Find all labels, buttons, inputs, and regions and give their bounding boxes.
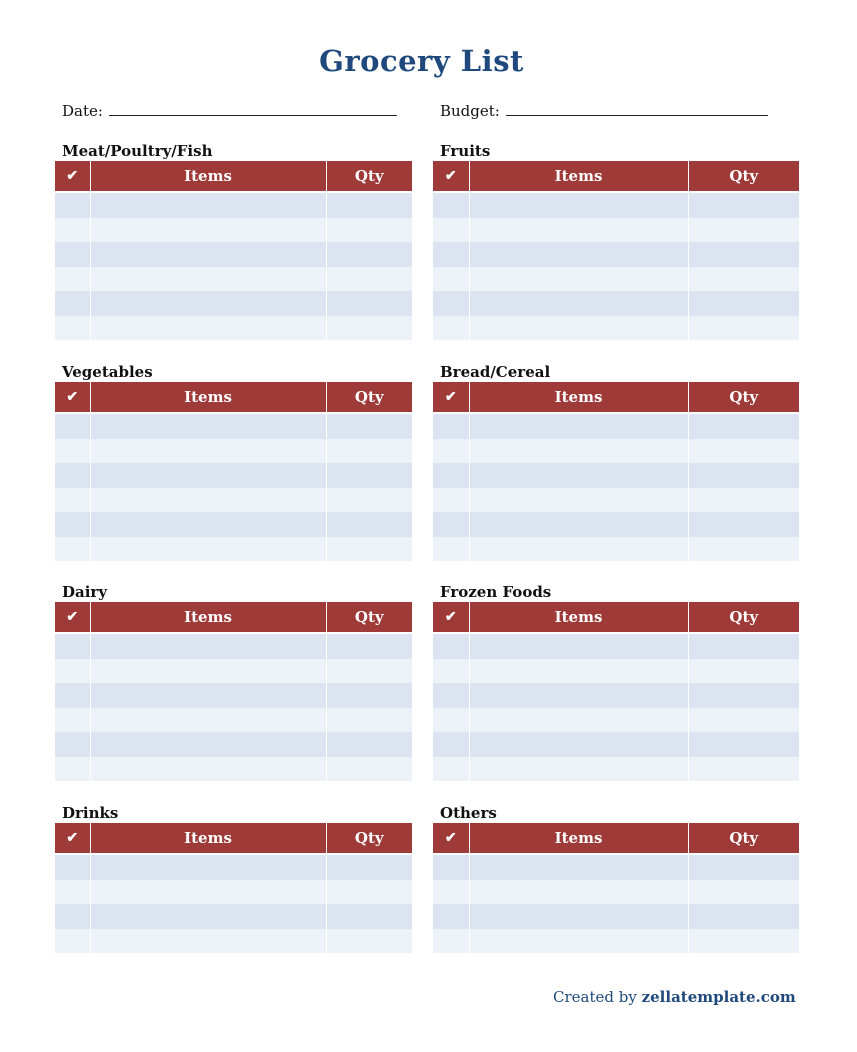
check-column-header: ✔ bbox=[433, 823, 469, 854]
qty-column-header: Qty bbox=[688, 823, 799, 854]
item-cell[interactable] bbox=[90, 659, 326, 684]
qty-cell[interactable] bbox=[326, 291, 412, 316]
qty-cell[interactable] bbox=[688, 929, 799, 954]
table-row bbox=[55, 659, 412, 684]
table-row bbox=[55, 218, 412, 243]
check-cell[interactable] bbox=[433, 633, 469, 659]
qty-column-header: Qty bbox=[326, 382, 412, 413]
qty-cell[interactable] bbox=[688, 732, 799, 757]
item-cell[interactable] bbox=[469, 929, 688, 954]
table-row bbox=[55, 463, 412, 488]
check-cell[interactable] bbox=[433, 854, 469, 880]
table-row bbox=[55, 732, 412, 757]
table-row bbox=[55, 929, 412, 954]
item-cell[interactable] bbox=[469, 757, 688, 782]
item-cell[interactable] bbox=[469, 732, 688, 757]
check-cell[interactable] bbox=[433, 512, 469, 537]
table-row bbox=[433, 659, 799, 684]
page-title: Grocery List bbox=[319, 44, 524, 78]
check-cell[interactable] bbox=[55, 732, 90, 757]
qty-column-header: Qty bbox=[326, 602, 412, 633]
item-cell[interactable] bbox=[90, 463, 326, 488]
item-cell[interactable] bbox=[90, 488, 326, 513]
item-cell[interactable] bbox=[90, 757, 326, 782]
item-cell[interactable] bbox=[469, 463, 688, 488]
qty-cell[interactable] bbox=[688, 218, 799, 243]
item-cell[interactable] bbox=[90, 929, 326, 954]
section-heading: Vegetables bbox=[62, 363, 153, 381]
item-cell[interactable] bbox=[469, 633, 688, 659]
qty-cell[interactable] bbox=[326, 218, 412, 243]
check-cell[interactable] bbox=[433, 267, 469, 292]
table-row bbox=[433, 633, 799, 659]
section-heading: Frozen Foods bbox=[440, 583, 552, 601]
table-row bbox=[433, 854, 799, 880]
qty-cell[interactable] bbox=[326, 242, 412, 267]
item-cell[interactable] bbox=[469, 267, 688, 292]
check-cell[interactable] bbox=[433, 413, 469, 439]
section-bread-cereal bbox=[433, 362, 799, 561]
qty-cell[interactable] bbox=[326, 439, 412, 464]
qty-cell[interactable] bbox=[688, 659, 799, 684]
item-cell[interactable] bbox=[469, 242, 688, 267]
table-row bbox=[433, 439, 799, 464]
footer-prefix: Created by bbox=[553, 988, 637, 1006]
qty-cell[interactable] bbox=[688, 316, 799, 341]
table-row bbox=[433, 218, 799, 243]
footer-credit bbox=[553, 988, 796, 1006]
qty-cell[interactable] bbox=[688, 708, 799, 733]
item-cell[interactable] bbox=[469, 488, 688, 513]
qty-cell[interactable] bbox=[326, 683, 412, 708]
check-cell[interactable] bbox=[433, 291, 469, 316]
table-row bbox=[55, 757, 412, 782]
qty-column-header: Qty bbox=[326, 161, 412, 192]
check-cell[interactable] bbox=[55, 683, 90, 708]
table-row bbox=[55, 904, 412, 929]
section-heading: Bread/Cereal bbox=[440, 363, 551, 381]
item-cell[interactable] bbox=[90, 291, 326, 316]
item-cell[interactable] bbox=[469, 413, 688, 439]
item-cell[interactable] bbox=[469, 708, 688, 733]
check-cell[interactable] bbox=[433, 316, 469, 341]
section-table bbox=[55, 382, 412, 561]
table-row bbox=[55, 537, 412, 562]
check-cell[interactable] bbox=[433, 218, 469, 243]
section-heading: Others bbox=[440, 804, 497, 822]
check-column-header: ✔ bbox=[55, 161, 90, 192]
items-column-header: Items bbox=[90, 823, 326, 854]
check-cell[interactable] bbox=[55, 854, 90, 880]
qty-column-header: Qty bbox=[326, 823, 412, 854]
qty-cell[interactable] bbox=[688, 537, 799, 562]
qty-cell[interactable] bbox=[326, 757, 412, 782]
qty-cell[interactable] bbox=[326, 708, 412, 733]
table-row bbox=[433, 463, 799, 488]
table-row bbox=[55, 633, 412, 659]
qty-cell[interactable] bbox=[326, 904, 412, 929]
item-cell[interactable] bbox=[90, 880, 326, 905]
table-row bbox=[433, 537, 799, 562]
qty-cell[interactable] bbox=[688, 242, 799, 267]
qty-column-header: Qty bbox=[688, 602, 799, 633]
section-table bbox=[433, 823, 799, 953]
date-line[interactable] bbox=[109, 103, 397, 116]
section-meat-poultry-fish bbox=[55, 141, 412, 340]
items-column-header: Items bbox=[469, 602, 688, 633]
qty-cell[interactable] bbox=[326, 537, 412, 562]
section-table bbox=[433, 602, 799, 781]
table-row bbox=[433, 267, 799, 292]
qty-cell[interactable] bbox=[326, 463, 412, 488]
table-row bbox=[55, 192, 412, 218]
budget-field bbox=[440, 102, 768, 120]
table-row bbox=[433, 242, 799, 267]
section-table bbox=[55, 602, 412, 781]
qty-cell[interactable] bbox=[688, 512, 799, 537]
table-row bbox=[433, 192, 799, 218]
table-row bbox=[433, 488, 799, 513]
budget-label: Budget: bbox=[440, 102, 500, 120]
item-cell[interactable] bbox=[90, 537, 326, 562]
table-row bbox=[433, 757, 799, 782]
item-cell[interactable] bbox=[90, 439, 326, 464]
check-cell[interactable] bbox=[55, 904, 90, 929]
item-cell[interactable] bbox=[90, 192, 326, 218]
table-row bbox=[433, 880, 799, 905]
table-row bbox=[433, 291, 799, 316]
check-column-header: ✔ bbox=[433, 602, 469, 633]
check-column-header: ✔ bbox=[55, 823, 90, 854]
item-cell[interactable] bbox=[469, 218, 688, 243]
table-row bbox=[55, 291, 412, 316]
table-row bbox=[433, 708, 799, 733]
check-cell[interactable] bbox=[433, 488, 469, 513]
table-row bbox=[55, 242, 412, 267]
qty-cell[interactable] bbox=[326, 880, 412, 905]
item-cell[interactable] bbox=[90, 633, 326, 659]
check-cell[interactable] bbox=[55, 708, 90, 733]
item-cell[interactable] bbox=[469, 904, 688, 929]
section-drinks bbox=[55, 803, 412, 953]
check-cell[interactable] bbox=[55, 267, 90, 292]
check-cell[interactable] bbox=[433, 242, 469, 267]
qty-cell[interactable] bbox=[326, 633, 412, 659]
check-cell[interactable] bbox=[55, 463, 90, 488]
qty-cell[interactable] bbox=[688, 488, 799, 513]
items-column-header: Items bbox=[90, 602, 326, 633]
item-cell[interactable] bbox=[90, 413, 326, 439]
qty-cell[interactable] bbox=[688, 413, 799, 439]
table-row bbox=[55, 854, 412, 880]
table-row bbox=[433, 683, 799, 708]
item-cell[interactable] bbox=[469, 537, 688, 562]
qty-cell[interactable] bbox=[326, 929, 412, 954]
budget-line[interactable] bbox=[506, 103, 768, 116]
item-cell[interactable] bbox=[90, 708, 326, 733]
qty-column-header: Qty bbox=[688, 161, 799, 192]
qty-cell[interactable] bbox=[688, 267, 799, 292]
date-label: Date: bbox=[62, 102, 103, 120]
qty-cell[interactable] bbox=[326, 413, 412, 439]
qty-cell[interactable] bbox=[688, 192, 799, 218]
table-row bbox=[433, 904, 799, 929]
item-cell[interactable] bbox=[469, 316, 688, 341]
qty-cell[interactable] bbox=[688, 291, 799, 316]
qty-cell[interactable] bbox=[326, 316, 412, 341]
section-heading: Drinks bbox=[62, 804, 119, 822]
section-vegetables bbox=[55, 362, 412, 561]
check-cell[interactable] bbox=[55, 242, 90, 267]
item-cell[interactable] bbox=[469, 854, 688, 880]
item-cell[interactable] bbox=[90, 512, 326, 537]
item-cell[interactable] bbox=[469, 880, 688, 905]
items-column-header: Items bbox=[90, 161, 326, 192]
check-cell[interactable] bbox=[55, 488, 90, 513]
qty-cell[interactable] bbox=[688, 757, 799, 782]
check-column-header: ✔ bbox=[433, 382, 469, 413]
check-cell[interactable] bbox=[433, 757, 469, 782]
check-column-header: ✔ bbox=[55, 602, 90, 633]
item-cell[interactable] bbox=[90, 683, 326, 708]
section-heading: Meat/Poultry/Fish bbox=[62, 142, 213, 160]
section-table bbox=[433, 382, 799, 561]
check-cell[interactable] bbox=[55, 659, 90, 684]
check-cell[interactable] bbox=[433, 708, 469, 733]
table-row bbox=[55, 439, 412, 464]
check-cell[interactable] bbox=[433, 659, 469, 684]
check-cell[interactable] bbox=[55, 537, 90, 562]
table-row bbox=[433, 512, 799, 537]
item-cell[interactable] bbox=[90, 732, 326, 757]
section-table bbox=[433, 161, 799, 340]
check-cell[interactable] bbox=[433, 880, 469, 905]
qty-column-header: Qty bbox=[688, 382, 799, 413]
qty-cell[interactable] bbox=[688, 683, 799, 708]
item-cell[interactable] bbox=[90, 267, 326, 292]
qty-cell[interactable] bbox=[326, 512, 412, 537]
section-others bbox=[433, 803, 799, 953]
table-row bbox=[55, 413, 412, 439]
item-cell[interactable] bbox=[90, 316, 326, 341]
footer-site-link[interactable]: zellatemplate.com bbox=[641, 988, 796, 1006]
section-table bbox=[55, 823, 412, 953]
items-column-header: Items bbox=[469, 823, 688, 854]
check-cell[interactable] bbox=[55, 291, 90, 316]
section-frozen-foods bbox=[433, 582, 799, 781]
check-column-header: ✔ bbox=[433, 161, 469, 192]
table-row bbox=[433, 929, 799, 954]
item-cell[interactable] bbox=[90, 242, 326, 267]
section-heading: Fruits bbox=[440, 142, 491, 160]
section-table bbox=[55, 161, 412, 340]
check-cell[interactable] bbox=[433, 732, 469, 757]
item-cell[interactable] bbox=[469, 192, 688, 218]
check-cell[interactable] bbox=[433, 463, 469, 488]
qty-cell[interactable] bbox=[326, 659, 412, 684]
qty-cell[interactable] bbox=[688, 904, 799, 929]
items-column-header: Items bbox=[469, 382, 688, 413]
check-cell[interactable] bbox=[55, 192, 90, 218]
item-cell[interactable] bbox=[90, 854, 326, 880]
section-dairy bbox=[55, 582, 412, 781]
qty-cell[interactable] bbox=[688, 854, 799, 880]
table-row bbox=[55, 708, 412, 733]
table-row bbox=[433, 413, 799, 439]
qty-cell[interactable] bbox=[326, 267, 412, 292]
qty-cell[interactable] bbox=[688, 880, 799, 905]
item-cell[interactable] bbox=[469, 439, 688, 464]
section-fruits bbox=[433, 141, 799, 340]
table-row bbox=[55, 267, 412, 292]
section-heading: Dairy bbox=[62, 583, 108, 601]
check-cell[interactable] bbox=[433, 537, 469, 562]
date-field bbox=[62, 102, 397, 120]
item-cell[interactable] bbox=[469, 659, 688, 684]
check-cell[interactable] bbox=[55, 512, 90, 537]
qty-cell[interactable] bbox=[688, 439, 799, 464]
check-column-header: ✔ bbox=[55, 382, 90, 413]
check-cell[interactable] bbox=[433, 904, 469, 929]
check-cell[interactable] bbox=[55, 757, 90, 782]
table-row bbox=[55, 316, 412, 341]
check-cell[interactable] bbox=[433, 683, 469, 708]
check-cell[interactable] bbox=[55, 439, 90, 464]
item-cell[interactable] bbox=[90, 218, 326, 243]
item-cell[interactable] bbox=[469, 291, 688, 316]
item-cell[interactable] bbox=[469, 683, 688, 708]
items-column-header: Items bbox=[469, 161, 688, 192]
table-row bbox=[433, 732, 799, 757]
qty-cell[interactable] bbox=[326, 192, 412, 218]
check-cell[interactable] bbox=[55, 929, 90, 954]
check-cell[interactable] bbox=[55, 880, 90, 905]
table-row bbox=[433, 316, 799, 341]
item-cell[interactable] bbox=[90, 904, 326, 929]
item-cell[interactable] bbox=[469, 512, 688, 537]
qty-cell[interactable] bbox=[326, 732, 412, 757]
check-cell[interactable] bbox=[433, 192, 469, 218]
qty-cell[interactable] bbox=[688, 463, 799, 488]
qty-cell[interactable] bbox=[688, 633, 799, 659]
check-cell[interactable] bbox=[433, 439, 469, 464]
check-cell[interactable] bbox=[433, 929, 469, 954]
qty-cell[interactable] bbox=[326, 854, 412, 880]
items-column-header: Items bbox=[90, 382, 326, 413]
check-cell[interactable] bbox=[55, 218, 90, 243]
check-cell[interactable] bbox=[55, 633, 90, 659]
table-row bbox=[55, 512, 412, 537]
table-row bbox=[55, 683, 412, 708]
check-cell[interactable] bbox=[55, 316, 90, 341]
table-row bbox=[55, 880, 412, 905]
qty-cell[interactable] bbox=[326, 488, 412, 513]
check-cell[interactable] bbox=[55, 413, 90, 439]
table-row bbox=[55, 488, 412, 513]
